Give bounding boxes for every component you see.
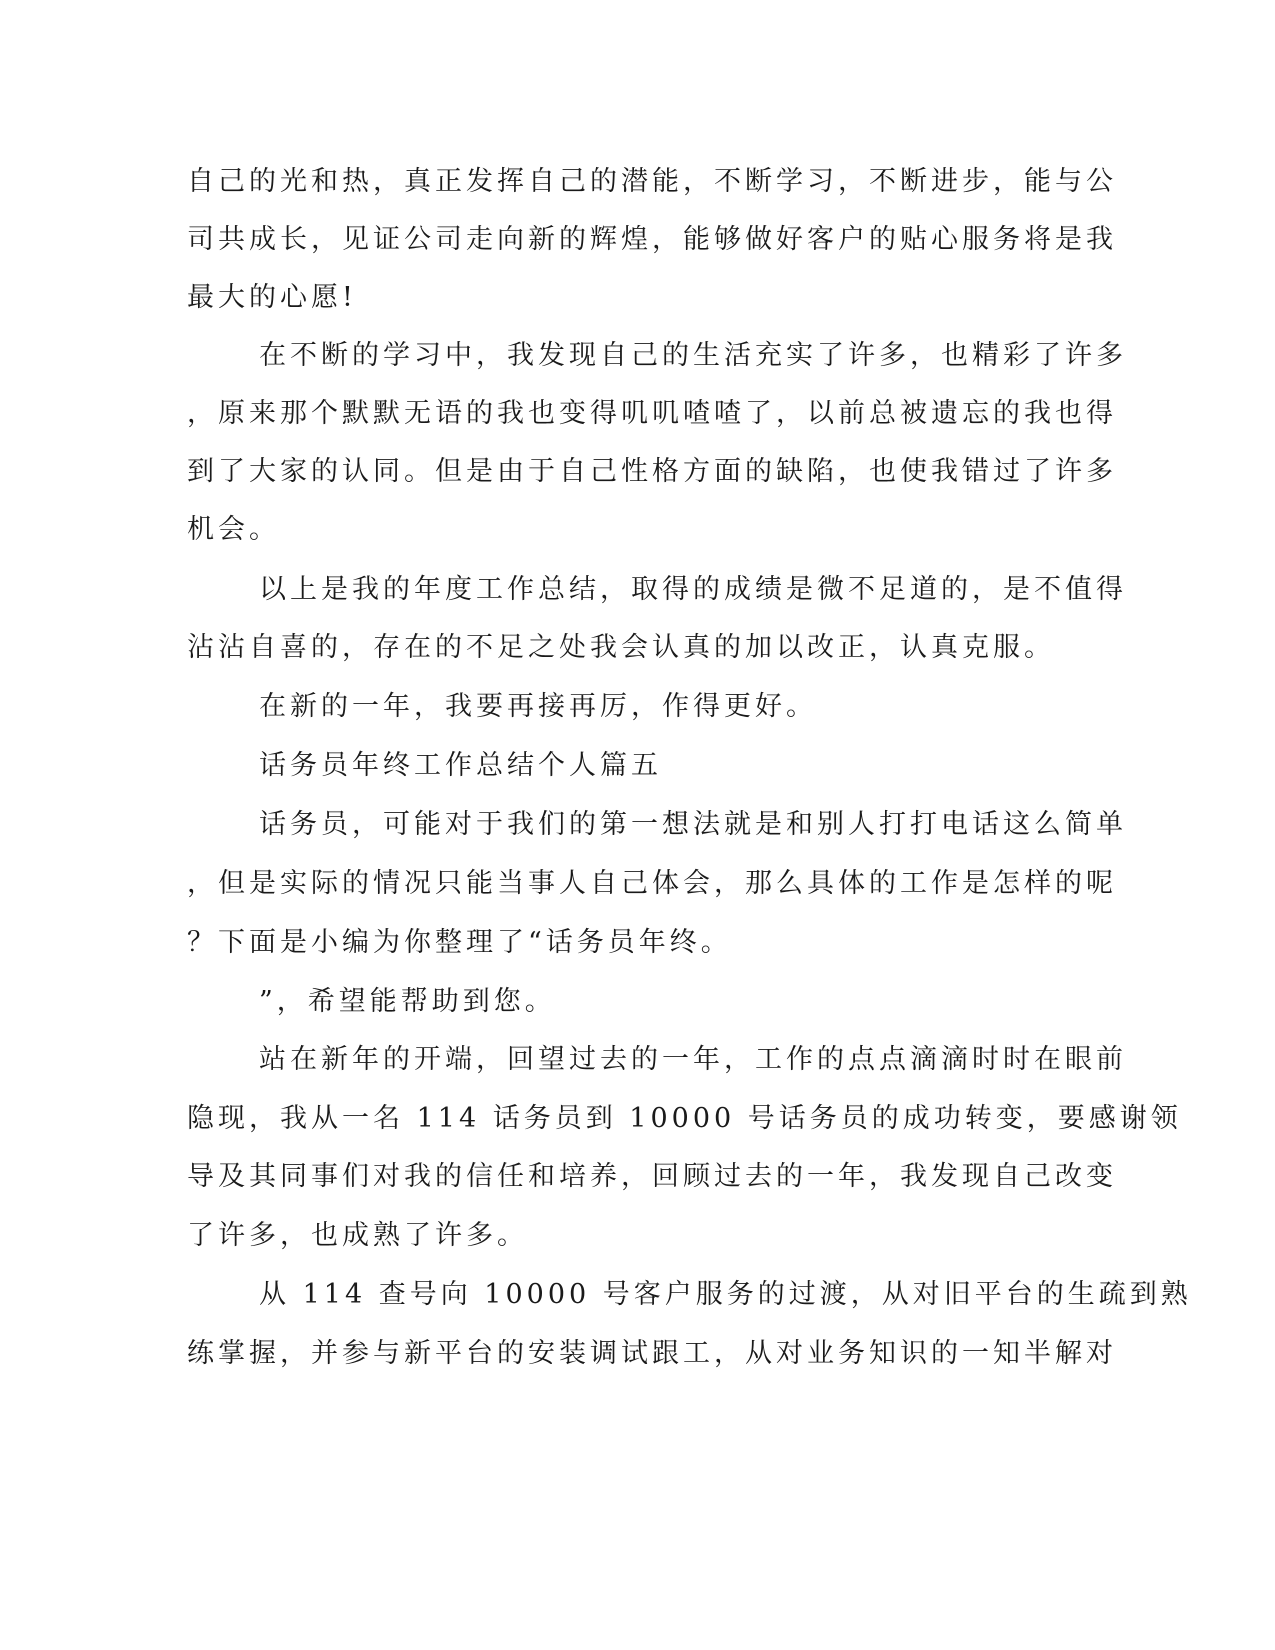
- paragraph-first-line: 在新的一年，我要再接再厉，作得更好。: [259, 691, 817, 722]
- text-line: 机会。: [187, 514, 280, 545]
- paragraph-first-line: 从 114 查号向 10000 号客户服务的过渡，从对旧平台的生疏到熟: [259, 1279, 1192, 1310]
- text-line: 最大的心愿!: [187, 282, 357, 313]
- text-line: 司共成长，见证公司走向新的辉煌，能够做好客户的贴心服务将是我: [187, 224, 1117, 255]
- text-line: 沾沾自喜的，存在的不足之处我会认真的加以改正，认真克服。: [187, 632, 1055, 663]
- text-line: 隐现，我从一名 114 话务员到 10000 号话务员的成功转变，要感谢领: [187, 1103, 1182, 1134]
- text-line: ，但是实际的情况只能当事人自己体会，那么具体的工作是怎样的呢: [187, 868, 1117, 899]
- paragraph-first-line: 在不断的学习中，我发现自己的生活充实了许多，也精彩了许多: [259, 340, 1127, 371]
- paragraph-first-line: 站在新年的开端，回望过去的一年，工作的点点滴滴时时在眼前: [259, 1044, 1127, 1075]
- text-line: 练掌握，并参与新平台的安装调试跟工，从对业务知识的一知半解对: [187, 1338, 1117, 1369]
- text-line: ，原来那个默默无语的我也变得叽叽喳喳了，以前总被遗忘的我也得: [187, 398, 1117, 429]
- section-heading: 话务员年终工作总结个人篇五: [259, 750, 662, 781]
- text-line: 自己的光和热，真正发挥自己的潜能，不断学习，不断进步，能与公: [187, 166, 1117, 197]
- text-line: 导及其同事们对我的信任和培养，回顾过去的一年，我发现自己改变: [187, 1161, 1117, 1192]
- text-line: ？下面是小编为你整理了“话务员年终。: [187, 927, 732, 958]
- paragraph-first-line: 以上是我的年度工作总结，取得的成绩是微不足道的，是不值得: [259, 574, 1127, 605]
- text-line: 到了大家的认同。但是由于自己性格方面的缺陷，也使我错过了许多: [187, 456, 1117, 487]
- paragraph-first-line: ”，希望能帮助到您。: [259, 986, 556, 1017]
- text-line: 了许多，也成熟了许多。: [187, 1220, 528, 1251]
- paragraph-first-line: 话务员，可能对于我们的第一想法就是和别人打打电话这么简单: [259, 809, 1127, 840]
